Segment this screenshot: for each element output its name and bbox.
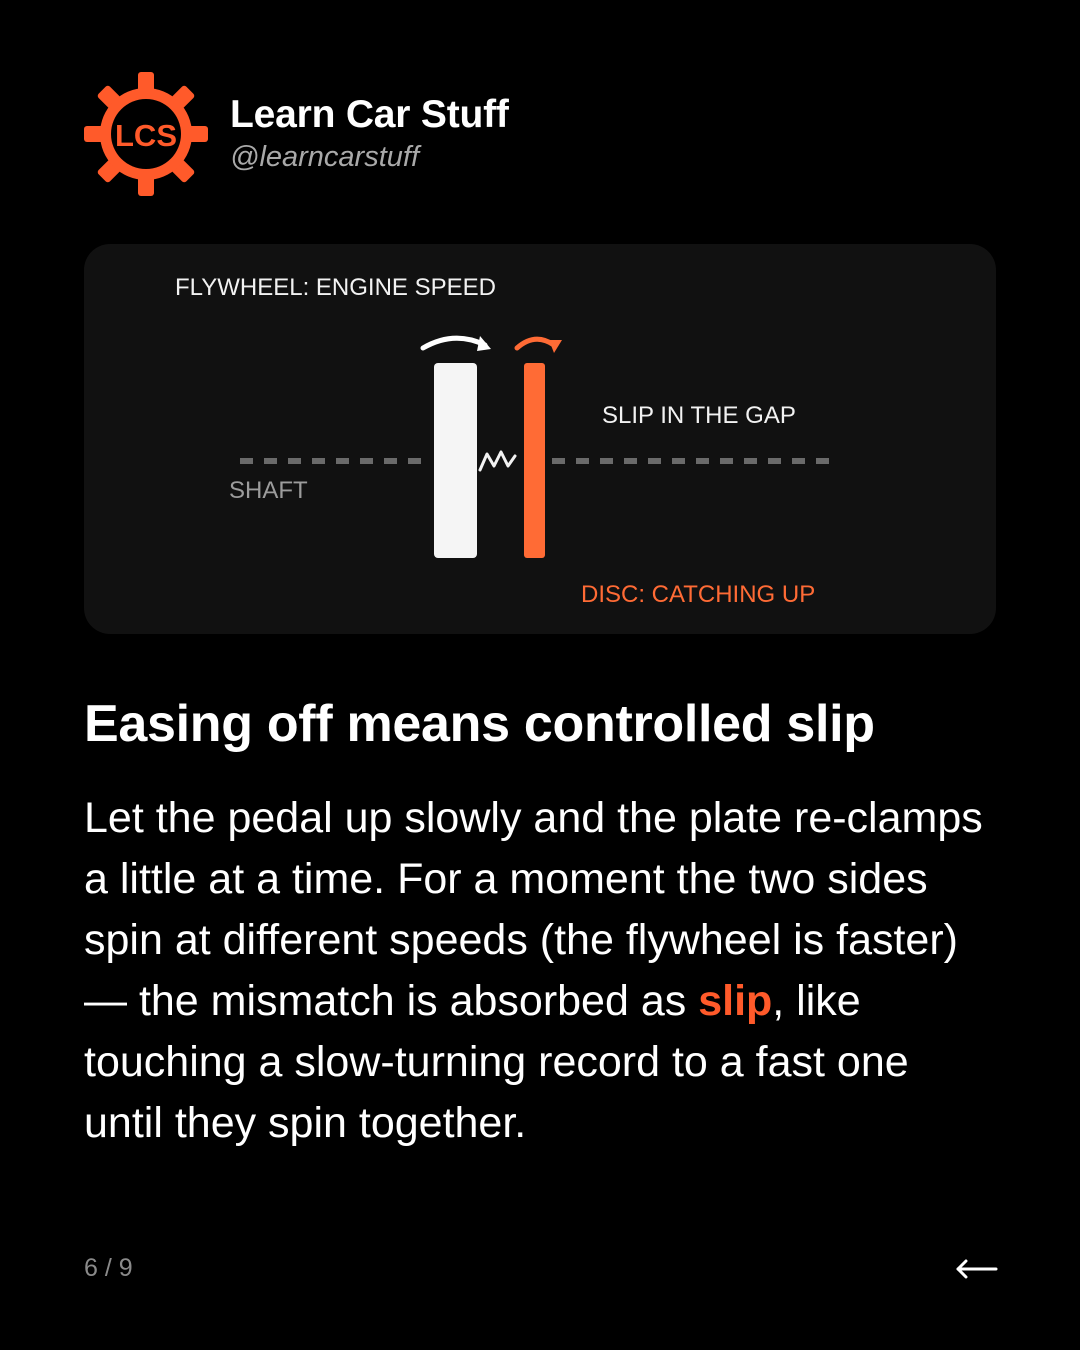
body-highlight-slip: slip — [698, 977, 773, 1025]
slide-title: Easing off means controlled slip — [84, 695, 875, 753]
body-text-part-2: , like touching a slow-turning record to a fast one until they spin together. — [84, 977, 909, 1147]
svg-text:LCS: LCS — [115, 118, 177, 153]
brand-name: Learn Car Stuff — [230, 93, 509, 136]
clutch-disc-plate — [524, 363, 545, 558]
disc-label: DISC: CATCHING UP — [581, 581, 816, 608]
gap-label: SLIP IN THE GAP — [602, 402, 796, 429]
lcs-gear-logo — [84, 72, 208, 196]
header — [84, 72, 509, 196]
flywheel-plate — [434, 363, 477, 558]
slip-zigzag — [480, 452, 515, 470]
flywheel-label: FLYWHEEL: ENGINE SPEED — [175, 274, 496, 301]
disc-rotation-arrow-icon — [517, 339, 562, 353]
flywheel-rotation-arrow-icon — [423, 336, 491, 351]
brand-handle: @learncarstuff — [230, 141, 420, 173]
brand-block — [230, 93, 509, 175]
slide-body — [84, 788, 984, 1154]
body-text-part-1: Let the pedal up slowly and the plate re-clamps a little at a time. For a moment the two sides spin at different speeds (the flywheel is faster) — the mismatch is absorbed as — [84, 794, 983, 1025]
clutch-diagram — [84, 244, 996, 634]
shaft-label: SHAFT — [229, 477, 308, 504]
clutch-diagram-card — [84, 244, 996, 634]
page-indicator: 6 / 9 — [84, 1254, 133, 1282]
arrow-left-icon[interactable] — [952, 1252, 1000, 1286]
